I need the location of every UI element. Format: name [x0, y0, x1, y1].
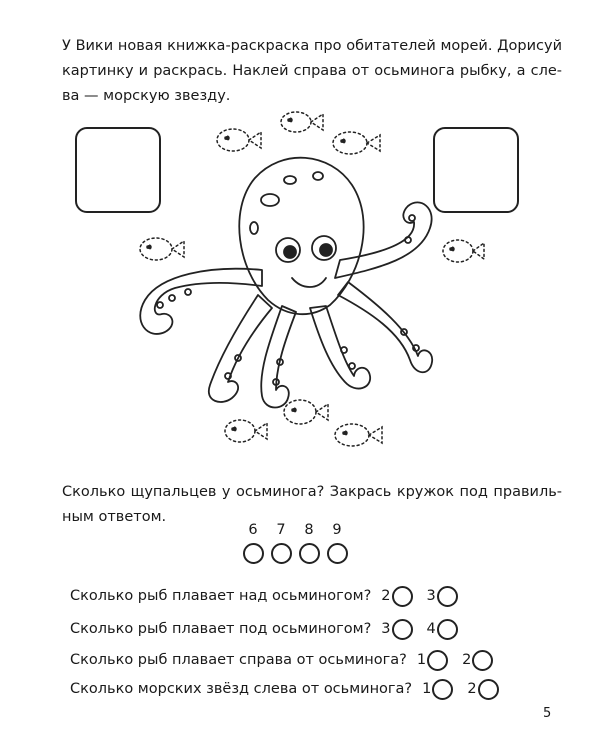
question-row: [70, 647, 493, 673]
answer-circle[interactable]: [299, 543, 320, 564]
fish-icon: [284, 400, 328, 424]
option-number: 3: [426, 588, 436, 604]
octopus-tentacle-left: [140, 269, 262, 334]
option-number: 3: [381, 621, 391, 637]
fish-icon: [335, 424, 382, 446]
octopus-tentacle-mid-left: [261, 306, 296, 408]
tentacle-answer-options: [240, 520, 370, 570]
answer-number: 6: [248, 522, 258, 538]
option-number: 1: [416, 652, 427, 668]
question-row: [70, 583, 458, 609]
answer-circle[interactable]: [478, 679, 499, 700]
octopus-head: [239, 158, 363, 315]
fish-icon: [333, 132, 380, 154]
page-number: 5: [543, 706, 552, 721]
fish-icon: [443, 240, 484, 262]
octopus-tentacle-lower-right: [338, 282, 432, 372]
answer-option[interactable]: [240, 520, 266, 564]
answer-number: 8: [304, 522, 314, 538]
option-number: 4: [426, 621, 436, 637]
option-number: 2: [462, 652, 472, 668]
option-number: 2: [381, 588, 391, 604]
answer-number: 7: [276, 522, 286, 538]
task-instructions: У Вики новая книжка-раскраска про обитателей морей. Дорисуй картинку и раскрась. Наклей справа от осьминога рыбку, а сле-ва — морскую звезду.: [62, 38, 562, 104]
answer-circle[interactable]: [392, 619, 413, 640]
octopus-tentacle-lower-left: [209, 295, 272, 402]
answer-number: 9: [332, 522, 342, 538]
fish-icon: [140, 238, 184, 260]
octopus-illustration: [0, 100, 600, 460]
octopus-tentacle-mid-right: [310, 306, 370, 389]
fish-icon: [217, 129, 261, 151]
question-text: Сколько рыб плавает под осьминогом?: [70, 621, 372, 637]
answer-circle[interactable]: [432, 679, 453, 700]
answer-option[interactable]: [324, 520, 350, 564]
fish-icon: [281, 112, 323, 132]
answer-circle[interactable]: [437, 619, 458, 640]
question-text: Сколько рыб плавает над осьминогом?: [70, 588, 372, 604]
tentacle-question: Сколько щупальцев у осьминога? Закрась кружок под правиль-ным ответом.: [62, 484, 562, 525]
answer-circle[interactable]: [427, 650, 448, 671]
answer-circle[interactable]: [392, 586, 413, 607]
question-text: Сколько морских звёзд слева от осьминога?: [70, 681, 413, 697]
question-row: [70, 676, 499, 702]
answer-circle[interactable]: [271, 543, 292, 564]
fish-icon: [225, 420, 267, 442]
answer-circle[interactable]: [437, 586, 458, 607]
answer-circle[interactable]: [472, 650, 493, 671]
answer-option[interactable]: [268, 520, 294, 564]
answer-circle[interactable]: [243, 543, 264, 564]
answer-circle[interactable]: [327, 543, 348, 564]
question-text: Сколько рыб плавает справа от осьминога?: [70, 652, 407, 668]
octopus-mouth: [292, 278, 326, 287]
answer-option[interactable]: [296, 520, 322, 564]
option-number: 2: [467, 681, 477, 697]
option-number: 1: [422, 681, 432, 697]
octopus-tentacle-right: [335, 202, 432, 278]
question-row: [70, 616, 458, 642]
